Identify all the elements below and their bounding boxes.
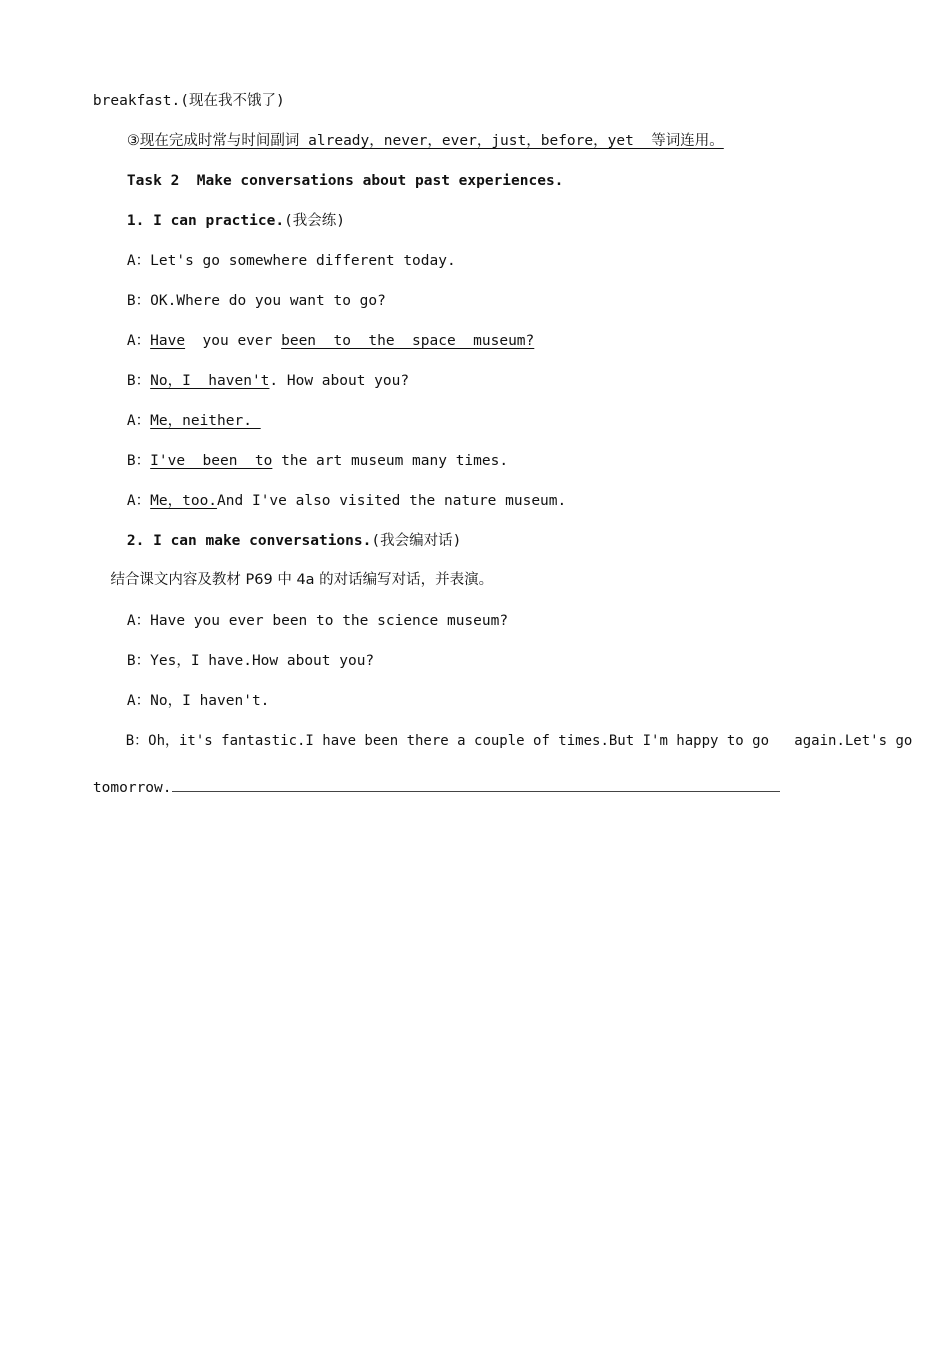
blank-answer-line[interactable] (172, 779, 780, 792)
instruction-text: 结合课文内容及教材 P69 中 4a 的对话编写对话，并表演。 (110, 572, 494, 588)
speaker-label: A： (126, 413, 151, 429)
line-text: A：Let's go somewhere different today. (126, 253, 456, 269)
speaker-label: B： (126, 373, 151, 389)
answer-fill: been to the space museum? (281, 333, 535, 349)
line-text: A：Have you ever been to the science museum? (126, 613, 509, 629)
answer-fill: Me，neither. (150, 413, 261, 429)
answer-fill: I've been to (150, 453, 273, 469)
dialogue-line-continued (58, 758, 780, 818)
section-title: 2. I can make conversations. (126, 533, 372, 549)
task-title: Task 2 Make conversations about past experiences. (126, 173, 564, 189)
answer-fill: No，I haven't (150, 373, 270, 389)
answer-fill: Me，too. (150, 493, 218, 509)
line-text: B：OK.Where do you want to go? (126, 293, 386, 309)
speaker-label: B： (126, 453, 151, 469)
line-text: tomorrow. (92, 780, 172, 796)
speaker-label: A： (126, 333, 151, 349)
section-note: (我会编对话) (371, 533, 462, 549)
note-text: 现在完成时常与时间副词 already，never，ever，just，before，yet 等词连用。 (139, 133, 724, 149)
line-text: you ever (185, 333, 282, 349)
line-text: the art museum many times. (272, 453, 509, 469)
line-text: A：No，I haven't. (126, 693, 270, 709)
speaker-label: A： (126, 493, 151, 509)
circled-number: ③ (126, 133, 140, 149)
line-text: breakfast.(现在我不饿了) (92, 93, 285, 109)
answer-fill: Have (150, 333, 186, 349)
line-text: B：Oh，it's fantastic.I have been there a couple of times.But I'm happy to go again.Let's go (125, 733, 913, 749)
section-note: (我会练) (284, 213, 346, 229)
section-title: 1. I can practice. (126, 213, 285, 229)
line-text: . How about you? (269, 373, 410, 389)
line-text: B：Yes，I have.How about you? (126, 653, 375, 669)
line-text: And I've also visited the nature museum. (217, 493, 567, 509)
